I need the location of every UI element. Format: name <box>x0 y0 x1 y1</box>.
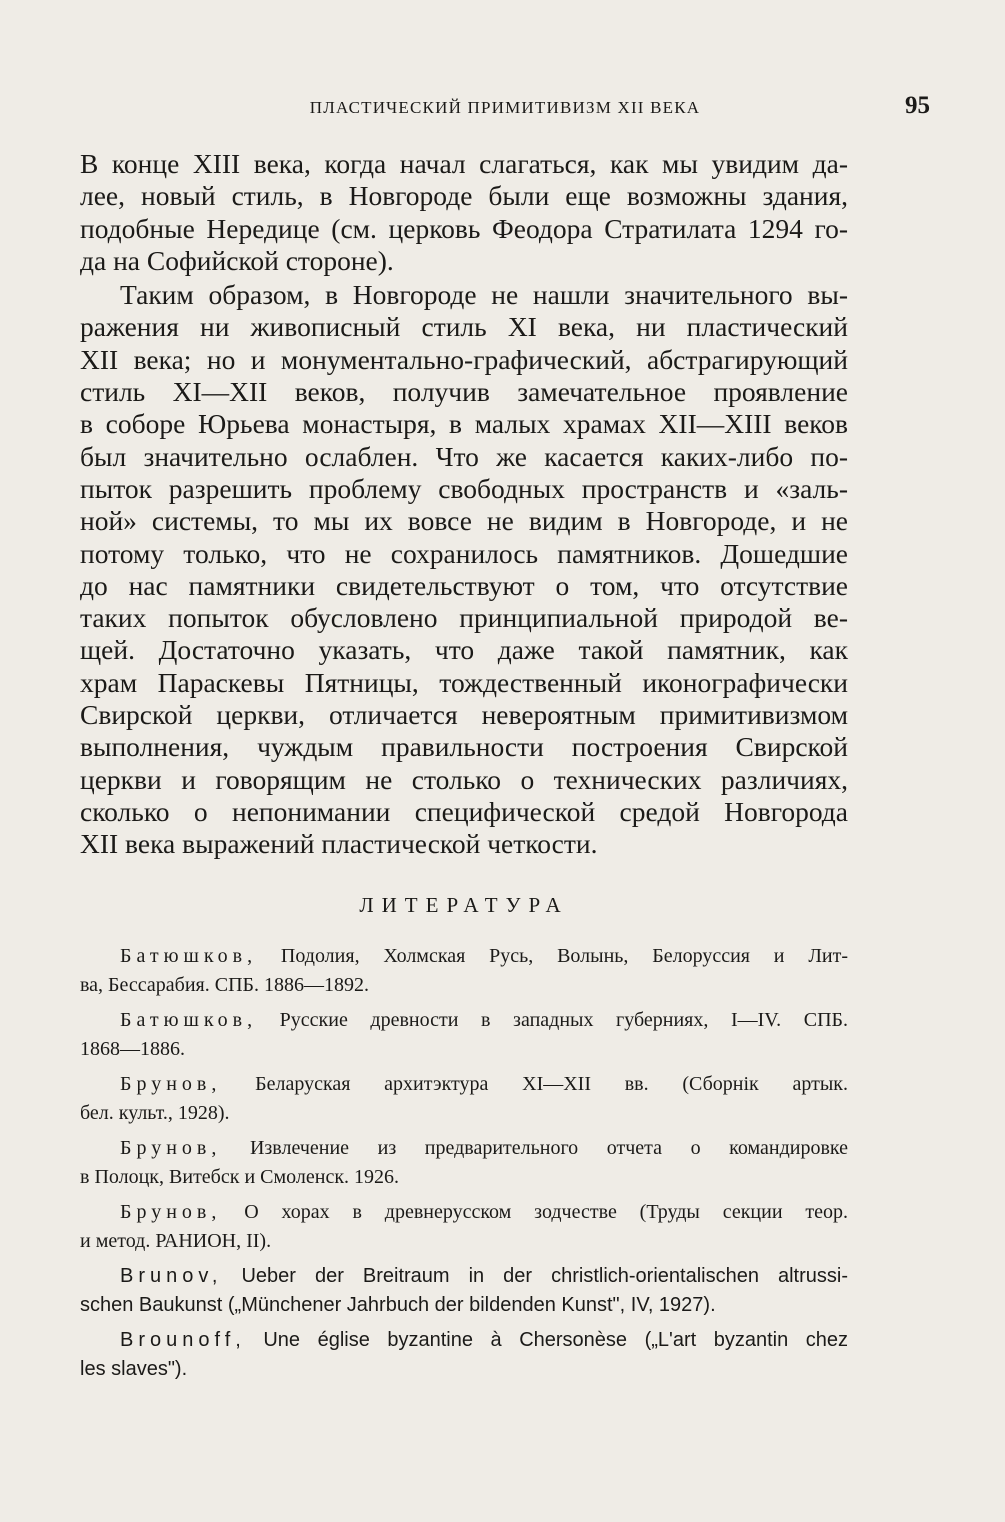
text-line: выполнения, чуждым правильности построения Свирской <box>80 731 848 763</box>
reference-item <box>80 1134 848 1191</box>
text-line: В конце XIII века, когда начал слагаться, как мы увидим да- <box>80 148 848 179</box>
text-line: Свирской церкви, отличается невероятным примитивизмом <box>80 699 848 731</box>
reference-item <box>80 1070 848 1127</box>
text-line: таких попыток обусловлено принципиальной природой ве- <box>80 602 848 634</box>
reference-text: Подолия, Холмская Русь, Волынь, Белоруссия и Лит- <box>280 945 848 967</box>
reference-text: Ueber der Breitraum in der christlich-orientalischen altrussi- <box>241 1265 848 1287</box>
text-line: да на Софийской стороне). <box>80 244 394 276</box>
reference-text: 1868—1886. <box>80 1037 185 1060</box>
text-line: пыток разрешить проблему свободных пространств и «заль- <box>80 472 848 504</box>
reference-item <box>80 942 848 999</box>
reference-text: О хорах в древнерусском зодчестве (Труды секции теор. <box>244 1201 849 1223</box>
reference-item <box>80 1262 848 1319</box>
reference-text: les slaves"). <box>80 1357 188 1380</box>
reference-text: Une église byzantine à Chersonèse („L'art byzantin chez <box>263 1329 848 1351</box>
text-line: церкви и говорящим не столько о технических различиях, <box>80 763 848 795</box>
text-line: Таким образом, в Новгороде не нашли значительного вы- <box>120 279 848 311</box>
text-line: XII века; но и монументально-графический, абстрагирующий <box>80 343 848 375</box>
reference-text: Русские древности в западных губерниях, I—IV. СПБ. <box>279 1009 848 1031</box>
page-number: 95 <box>905 92 930 119</box>
text-line: лее, новый стиль, в Новгороде были еще возможны здания, <box>80 180 848 212</box>
reference-list <box>80 942 848 1390</box>
text-line: до нас памятники свидетельствуют о том, что отсутствие <box>80 569 848 601</box>
reference-author: Брунов, <box>120 1201 222 1223</box>
text-line: храм Параскевы Пятницы, тождественный иконографически <box>80 666 848 698</box>
text-line: ной» системы, то мы их вовсе не видим в Новгороде, и не <box>80 505 848 537</box>
text-line: потому только, что не сохранилось памятников. Дошедшие <box>80 537 848 569</box>
reference-item <box>80 1006 848 1063</box>
text-line: ражения ни живописный стиль XI века, ни пластический <box>80 311 848 343</box>
text-line: XII века выражений пластической четкости. <box>80 828 598 860</box>
reference-text: ва, Бессарабия. СПБ. 1886—1892. <box>80 973 370 996</box>
reference-item <box>80 1326 848 1383</box>
text-line: подобные Нередице (см. церковь Феодора Стратилата 1294 го- <box>80 212 848 244</box>
text-line: стиль XI—XII веков, получив замечательное проявление <box>80 376 848 408</box>
reference-text: и метод. РАНИОН, II). <box>80 1229 272 1252</box>
reference-text: schen Baukunst („Münchener Jahrbuch der bildenden Kunst", IV, 1927). <box>80 1293 716 1316</box>
reference-text: в Полоцк, Витебск и Смоленск. 1926. <box>80 1165 400 1188</box>
reference-author: Брунов, <box>120 1137 222 1159</box>
text-line: был значительно ослаблен. Что же касается каких-либо по- <box>80 440 848 472</box>
reference-item <box>80 1198 848 1255</box>
body-text <box>80 148 848 861</box>
paragraph <box>80 148 848 277</box>
paragraph <box>80 279 848 860</box>
text-line: сколько о непонимании специфической средой Новгорода <box>80 795 848 827</box>
running-head <box>80 92 930 126</box>
reference-text: Беларуская архитэктура XI—XII вв. (Сборнік артык. <box>255 1073 848 1095</box>
reference-author: Батюшков, <box>120 1009 258 1031</box>
running-title: ПЛАСТИЧЕСКИЙ ПРИМИТИВИЗМ XII ВЕКА <box>309 98 701 117</box>
reference-text: бел. культ., 1928). <box>80 1101 230 1124</box>
reference-author: Brunov, <box>120 1265 223 1287</box>
literature-heading: ЛИТЕРАТУРА <box>359 893 569 917</box>
text-line: щей. Достаточно указать, что даже такой памятник, как <box>80 634 848 666</box>
reference-author: Брунов, <box>120 1073 222 1095</box>
text-line: в соборе Юрьева монастыря, в малых храмах XII—XIII веков <box>80 408 848 440</box>
reference-text: Извлечение из предварительного отчета о командировке <box>249 1137 848 1159</box>
reference-author: Brounoff, <box>120 1329 246 1351</box>
reference-author: Батюшков, <box>120 945 258 967</box>
